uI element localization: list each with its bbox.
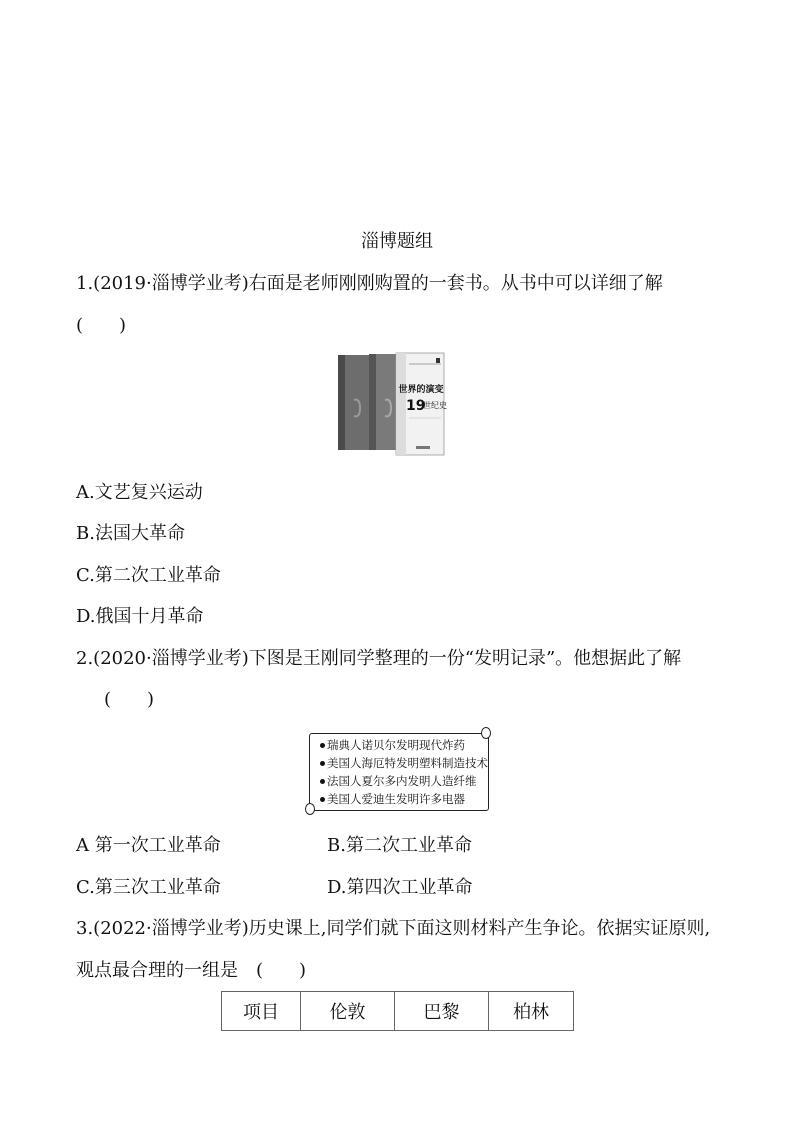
table-header-cell: 项目 <box>222 992 301 1031</box>
question-1-option-a[interactable]: A.文艺复兴运动 <box>76 482 203 503</box>
table-header-cell: 巴黎 <box>395 992 489 1031</box>
question-1-option-d[interactable]: D.俄国十月革命 <box>76 606 204 627</box>
book-subtitle: 世纪史 <box>423 401 447 410</box>
question-2-option-c[interactable]: C.第三次工业革命 <box>76 877 221 898</box>
bullet-icon <box>320 761 325 766</box>
group-title: 淄博题组 <box>361 231 433 252</box>
book-set-image <box>336 352 447 456</box>
question-1-option-b[interactable]: B.法国大革命 <box>76 523 185 544</box>
question-2-stem: 2.(2020·淄博学业考)下图是王刚同学整理的一份“发明记录”。他想据此了解 <box>76 648 682 669</box>
scroll-roll-icon <box>481 727 491 739</box>
question-1-answer-blank: ( ) <box>76 315 127 336</box>
question-2-option-d[interactable]: D.第四次工业革命 <box>327 877 473 898</box>
question-2-option-a[interactable]: A 第一次工业革命 <box>76 835 221 856</box>
table-header-cell: 柏林 <box>489 992 574 1031</box>
bullet-icon <box>320 797 325 802</box>
bullet-icon <box>320 743 325 748</box>
invention-record-panel <box>309 733 489 811</box>
table-header-cell: 伦敦 <box>301 992 395 1031</box>
question-2-option-b[interactable]: B.第二次工业革命 <box>327 835 472 856</box>
question-3-stem-line2: 观点最合理的一组是 ( ) <box>76 960 307 981</box>
record-item: 法国人夏尔多内发明人造纤维 <box>320 774 477 788</box>
material-table <box>221 991 574 1031</box>
invention-record-scroll <box>305 727 491 815</box>
book-subtitle-number: 19 <box>406 398 426 414</box>
question-1-stem: 1.(2019·淄博学业考)右面是老师刚刚购置的一套书。从书中可以详细了解 <box>76 273 663 294</box>
book-title: 世界的演变 <box>398 385 444 395</box>
record-item: 美国人海厄特发明塑料制造技术 <box>320 756 488 770</box>
table-header-row <box>222 992 574 1031</box>
question-1-option-c[interactable]: C.第二次工业革命 <box>76 565 221 586</box>
question-2-answer-blank: ( ) <box>104 689 155 710</box>
record-item: 瑞典人诺贝尔发明现代炸药 <box>320 738 465 752</box>
bullet-icon <box>320 779 325 784</box>
record-item: 美国人爱迪生发明许多电器 <box>320 792 465 806</box>
scroll-roll-icon <box>305 803 315 815</box>
question-3-stem: 3.(2022·淄博学业考)历史课上,同学们就下面这则材料产生争论。依据实证原则, <box>76 918 711 939</box>
